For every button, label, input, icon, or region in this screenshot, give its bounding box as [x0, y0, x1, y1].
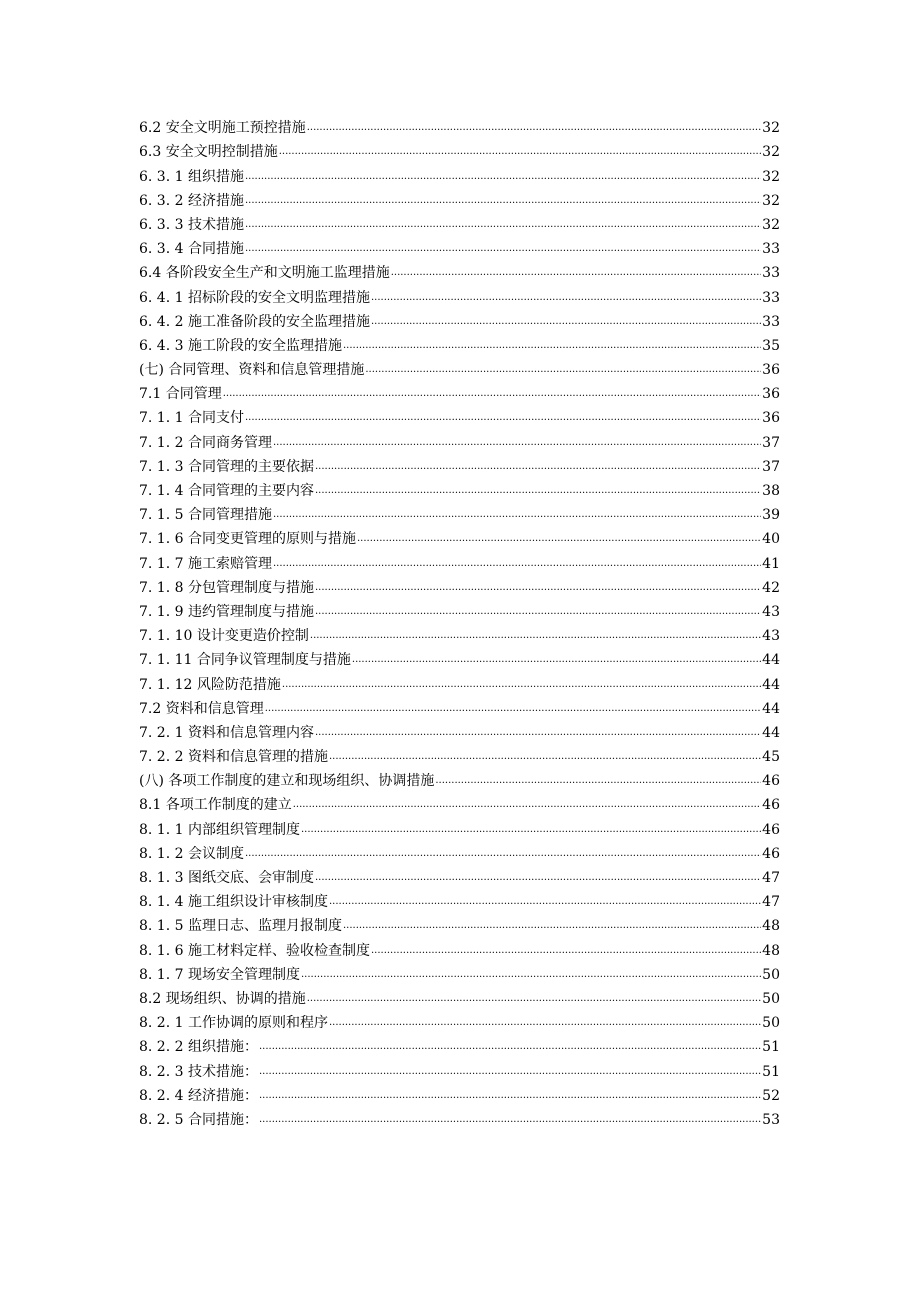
- toc-leader-dots: [273, 434, 761, 452]
- toc-entry-title: 6.2 安全文明施工预控措施: [139, 120, 306, 137]
- toc-leader-dots: [315, 724, 761, 742]
- toc-entry-title: 8. 1. 3 图纸交底、会审制度: [139, 870, 314, 886]
- toc-entry-page: 36: [762, 410, 780, 427]
- toc-entry-page: 36: [762, 362, 780, 379]
- toc-entry[interactable]: [139, 863, 780, 887]
- toc-leader-dots: [265, 700, 761, 718]
- toc-entry[interactable]: [139, 307, 780, 331]
- toc-entry[interactable]: [139, 1008, 780, 1032]
- toc-entry-title: (八) 各项工作制度的建立和现场组织、协调措施: [139, 773, 435, 790]
- toc-leader-dots: [301, 821, 761, 839]
- toc-entry-title: 7. 2. 1 资料和信息管理内容: [139, 724, 314, 741]
- toc-entry-page: 48: [762, 918, 780, 935]
- toc-leader-dots: [315, 869, 761, 887]
- toc-entry-title: 8. 1. 6 施工材料定样、验收检查制度: [139, 942, 370, 959]
- toc-entry-page: 43: [762, 628, 780, 645]
- toc-entry[interactable]: [139, 282, 780, 306]
- toc-entry-page: 42: [762, 579, 780, 596]
- toc-entry[interactable]: [139, 887, 780, 911]
- toc-leader-dots: [273, 555, 761, 573]
- toc-entry-title: 8. 2. 3 技术措施：: [139, 1063, 258, 1080]
- toc-leader-dots: [245, 845, 761, 863]
- toc-leader-dots: [307, 990, 761, 1008]
- toc-leader-dots: [371, 942, 761, 960]
- toc-entry-title: 6. 4. 1 招标阶段的安全文明监理措施: [139, 289, 370, 306]
- toc-entry-page: 33: [762, 265, 780, 282]
- toc-entry[interactable]: [139, 427, 780, 451]
- toc-entry-title: 6. 4. 2 施工准备阶段的安全监理措施: [139, 313, 370, 330]
- toc-entry-title: 7. 1. 11 合同争议管理制度与措施: [139, 652, 351, 669]
- toc-entry-title: 7. 1. 9 违约管理制度与措施: [139, 603, 314, 620]
- toc-entry[interactable]: [139, 234, 780, 258]
- toc-leader-dots: [259, 1038, 761, 1056]
- toc-leader-dots: [223, 385, 761, 403]
- toc-leader-dots: [329, 893, 761, 911]
- toc-entry-title: 8. 1. 7 现场安全管理制度: [139, 966, 300, 983]
- toc-entry[interactable]: [139, 839, 780, 863]
- toc-entry-title: 8.1 各项工作制度的建立: [139, 797, 292, 814]
- toc-entry-title: 8. 2. 4 经济措施：: [139, 1087, 258, 1104]
- toc-entry-page: 51: [762, 1063, 780, 1080]
- toc-leader-dots: [329, 748, 761, 766]
- toc-leader-dots: [245, 192, 761, 210]
- toc-entry[interactable]: [139, 935, 780, 959]
- toc-entry-title: 8. 2. 5 合同措施：: [139, 1111, 258, 1128]
- toc-leader-dots: [245, 409, 761, 427]
- toc-entry-title: 8. 1. 2 会议制度: [139, 845, 244, 862]
- toc-leader-dots: [435, 772, 761, 790]
- toc-entry[interactable]: [139, 911, 780, 935]
- toc-entry-title: 6. 3. 4 合同措施: [139, 241, 244, 258]
- toc-entry[interactable]: [139, 718, 780, 742]
- toc-entry-page: 32: [762, 216, 780, 233]
- toc-entry[interactable]: [139, 548, 780, 572]
- toc-entry-title: 7.1 合同管理: [139, 386, 222, 403]
- toc-entry-title: 8. 2. 2 组织措施：: [139, 1039, 258, 1056]
- toc-leader-dots: [259, 1063, 761, 1081]
- toc-entry-page: 38: [762, 483, 780, 499]
- toc-leader-dots: [365, 361, 761, 379]
- toc-entry[interactable]: [139, 500, 780, 524]
- toc-leader-dots: [245, 216, 761, 234]
- toc-leader-dots: [391, 264, 761, 282]
- toc-entry-title: 7. 1. 3 合同管理的主要依据: [139, 458, 314, 475]
- toc-leader-dots: [343, 337, 761, 355]
- toc-entry-page: 46: [762, 821, 780, 838]
- toc-entry-title: 6. 3. 3 技术措施: [139, 216, 244, 233]
- toc-leader-dots: [279, 143, 761, 161]
- toc-entry[interactable]: [139, 186, 780, 210]
- toc-entry[interactable]: [139, 210, 780, 234]
- toc-entry-page: 33: [762, 241, 780, 258]
- toc-leader-dots: [259, 1087, 761, 1105]
- toc-entry[interactable]: [139, 452, 780, 476]
- toc-entry-page: 45: [762, 749, 780, 766]
- toc-entry-page: 50: [762, 990, 780, 1007]
- toc-leader-dots: [315, 482, 761, 500]
- toc-entry-page: 32: [762, 192, 780, 209]
- toc-entry-page: 44: [762, 700, 780, 717]
- toc-leader-dots: [371, 313, 761, 331]
- toc-leader-dots: [301, 966, 761, 984]
- toc-entry[interactable]: [139, 621, 780, 645]
- toc-entry-title: 8. 2. 1 工作协调的原则和程序: [139, 1015, 328, 1032]
- toc-entry[interactable]: [139, 669, 780, 693]
- toc-entry-page: 32: [762, 144, 780, 161]
- toc-entry[interactable]: [139, 1081, 780, 1105]
- toc-leader-dots: [315, 603, 761, 621]
- toc-entry-page: 44: [762, 724, 780, 741]
- toc-entry-page: 33: [762, 313, 780, 330]
- toc-leader-dots: [293, 796, 761, 814]
- toc-entry-page: 44: [762, 652, 780, 669]
- toc-leader-dots: [245, 240, 761, 258]
- table-of-contents: [139, 113, 780, 1129]
- toc-entry-page: 41: [762, 555, 780, 572]
- toc-entry[interactable]: [139, 403, 780, 427]
- toc-entry-title: 7. 1. 1 合同支付: [139, 410, 244, 427]
- toc-entry[interactable]: [139, 645, 780, 669]
- toc-leader-dots: [310, 627, 761, 645]
- toc-entry-page: 46: [762, 773, 780, 790]
- toc-entry[interactable]: [139, 524, 780, 548]
- toc-leader-dots: [282, 676, 761, 694]
- toc-entry[interactable]: [139, 1056, 780, 1080]
- toc-entry-page: 39: [762, 507, 780, 524]
- toc-entry-page: 40: [762, 531, 780, 548]
- toc-entry[interactable]: [139, 113, 780, 137]
- toc-entry-page: 53: [762, 1111, 780, 1128]
- toc-entry-page: 46: [762, 845, 780, 862]
- toc-entry[interactable]: [139, 597, 780, 621]
- toc-entry-title: 7. 2. 2 资料和信息管理的措施: [139, 749, 328, 766]
- toc-entry[interactable]: [139, 258, 780, 282]
- toc-leader-dots: [259, 1111, 761, 1129]
- toc-entry-title: 6. 4. 3 施工阶段的安全监理措施: [139, 337, 342, 354]
- toc-entry[interactable]: [139, 161, 780, 185]
- toc-entry[interactable]: [139, 1032, 780, 1056]
- toc-entry-title: 6. 3. 2 经济措施: [139, 192, 244, 209]
- toc-entry-title: 8. 1. 4 施工组织设计审核制度: [139, 894, 328, 911]
- toc-leader-dots: [343, 917, 761, 935]
- toc-entry-page: 36: [762, 386, 780, 403]
- toc-entry-title: (七) 合同管理、资料和信息管理措施: [139, 362, 365, 379]
- toc-entry-title: 8. 1. 1 内部组织管理制度: [139, 821, 300, 838]
- toc-entry[interactable]: [139, 379, 780, 403]
- toc-entry-title: 6. 3. 1 组织措施: [139, 168, 244, 185]
- toc-entry-title: 7. 1. 5 合同管理措施: [139, 507, 272, 524]
- toc-entry[interactable]: [139, 476, 780, 500]
- toc-entry-page: 47: [762, 894, 780, 911]
- toc-entry-page: 51: [762, 1039, 780, 1056]
- toc-leader-dots: [315, 458, 761, 476]
- toc-entry[interactable]: [139, 331, 780, 355]
- toc-entry-page: 47: [762, 870, 780, 886]
- toc-entry-page: 43: [762, 603, 780, 620]
- toc-entry-title: 8.2 现场组织、协调的措施: [139, 990, 306, 1007]
- toc-leader-dots: [307, 119, 761, 137]
- toc-entry[interactable]: [139, 355, 780, 379]
- toc-entry-title: 8. 1. 5 监理日志、监理月报制度: [139, 918, 342, 935]
- toc-entry-page: 44: [762, 676, 780, 693]
- toc-entry[interactable]: [139, 137, 780, 161]
- toc-entry-page: 32: [762, 168, 780, 185]
- toc-entry-page: 48: [762, 942, 780, 959]
- toc-entry-page: 46: [762, 797, 780, 814]
- toc-entry[interactable]: [139, 694, 780, 718]
- toc-entry-page: 52: [762, 1087, 780, 1104]
- toc-entry-page: 32: [762, 120, 780, 137]
- toc-entry[interactable]: [139, 742, 780, 766]
- toc-entry[interactable]: [139, 766, 780, 790]
- toc-entry-title: 7. 1. 12 风险防范措施: [139, 676, 281, 693]
- toc-leader-dots: [315, 579, 761, 597]
- toc-leader-dots: [245, 168, 761, 186]
- toc-leader-dots: [371, 289, 761, 307]
- toc-entry-page: 33: [762, 289, 780, 306]
- toc-entry[interactable]: [139, 960, 780, 984]
- toc-entry[interactable]: [139, 814, 780, 838]
- toc-entry-title: 7. 1. 8 分包管理制度与措施: [139, 579, 314, 596]
- toc-entry[interactable]: [139, 984, 780, 1008]
- toc-entry-title: 6.4 各阶段安全生产和文明施工监理措施: [139, 265, 390, 282]
- toc-entry-title: 7. 1. 7 施工索赔管理: [139, 555, 272, 572]
- toc-leader-dots: [273, 506, 761, 524]
- toc-entry-title: 7.2 资料和信息管理: [139, 700, 264, 717]
- toc-leader-dots: [329, 1014, 761, 1032]
- toc-entry-page: 37: [762, 434, 780, 451]
- toc-entry[interactable]: [139, 573, 780, 597]
- toc-entry-page: 50: [762, 966, 780, 983]
- toc-leader-dots: [357, 530, 761, 548]
- toc-entry-page: 35: [762, 337, 780, 354]
- toc-entry[interactable]: [139, 1105, 780, 1129]
- toc-entry-title: 7. 1. 6 合同变更管理的原则与措施: [139, 531, 356, 548]
- toc-entry-page: 50: [762, 1015, 780, 1032]
- toc-entry-page: 37: [762, 458, 780, 475]
- toc-leader-dots: [352, 651, 761, 669]
- toc-entry[interactable]: [139, 790, 780, 814]
- toc-entry-title: 7. 1. 2 合同商务管理: [139, 434, 272, 451]
- toc-entry-title: 6.3 安全文明控制措施: [139, 144, 278, 161]
- toc-entry-title: 7. 1. 4 合同管理的主要内容: [139, 483, 314, 499]
- toc-entry-title: 7. 1. 10 设计变更造价控制: [139, 628, 309, 645]
